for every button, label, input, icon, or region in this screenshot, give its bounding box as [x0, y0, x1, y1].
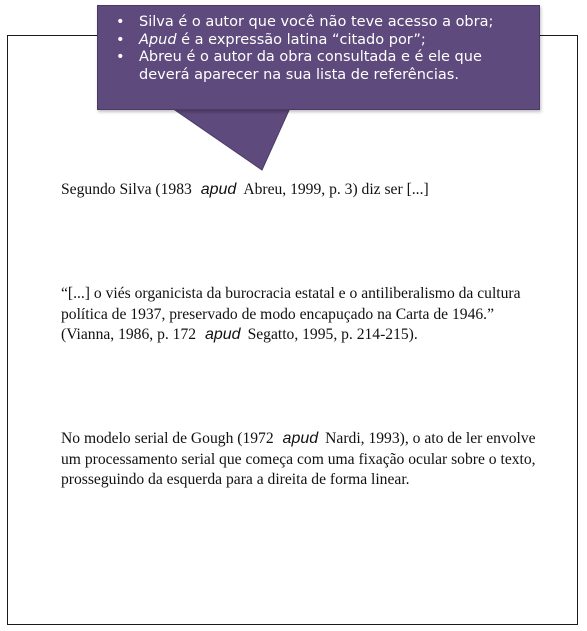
example-citation-2 — [61, 284, 541, 346]
apud-term: apud — [282, 430, 319, 447]
callout-box — [97, 5, 540, 110]
citation-text-before: Segundo Silva (1983 — [61, 181, 192, 198]
citation-text-after: Abreu, 1999, p. 3) diz ser [...] — [243, 181, 429, 198]
example-citation-1 — [61, 180, 541, 201]
apud-term: apud — [200, 181, 237, 198]
example-citation-3 — [61, 429, 541, 491]
callout-item — [112, 49, 529, 84]
callout-list — [112, 14, 529, 84]
apud-term: apud — [204, 326, 241, 343]
bullet-icon: • — [116, 14, 125, 30]
callout-item-emphasis: Apud — [139, 31, 177, 48]
callout-item-text: é a expressão latina “citado por”; — [176, 31, 426, 48]
citation-text-before: “[...] o viés organicista da burocracia estatal e o antiliberalismo da cultura política de 1937, preservado de modo encapuçado na Carta de 1946.” (Vianna, 1986, p. 172 — [61, 285, 521, 343]
citation-text-after: Nardi, 1993), o ato de ler envolve um processamento serial que começa com uma fixação ocular sobre o texto, prosseguindo da esquerda para a direita de forma linear. — [61, 430, 536, 488]
callout-item — [112, 32, 529, 50]
bullet-icon: • — [116, 31, 125, 48]
callout-item-text: Silva é o autor que você não teve acesso a obra; — [139, 14, 494, 30]
citation-text-before: No modelo serial de Gough (1972 — [61, 430, 274, 447]
callout-item-text: Abreu é o autor da obra consultada e é ele que deverá aparecer na sua lista de referências. — [139, 49, 482, 83]
citation-text-after: Segatto, 1995, p. 214-215). — [247, 326, 418, 343]
callout-item — [112, 14, 529, 32]
bullet-icon: • — [116, 49, 125, 65]
